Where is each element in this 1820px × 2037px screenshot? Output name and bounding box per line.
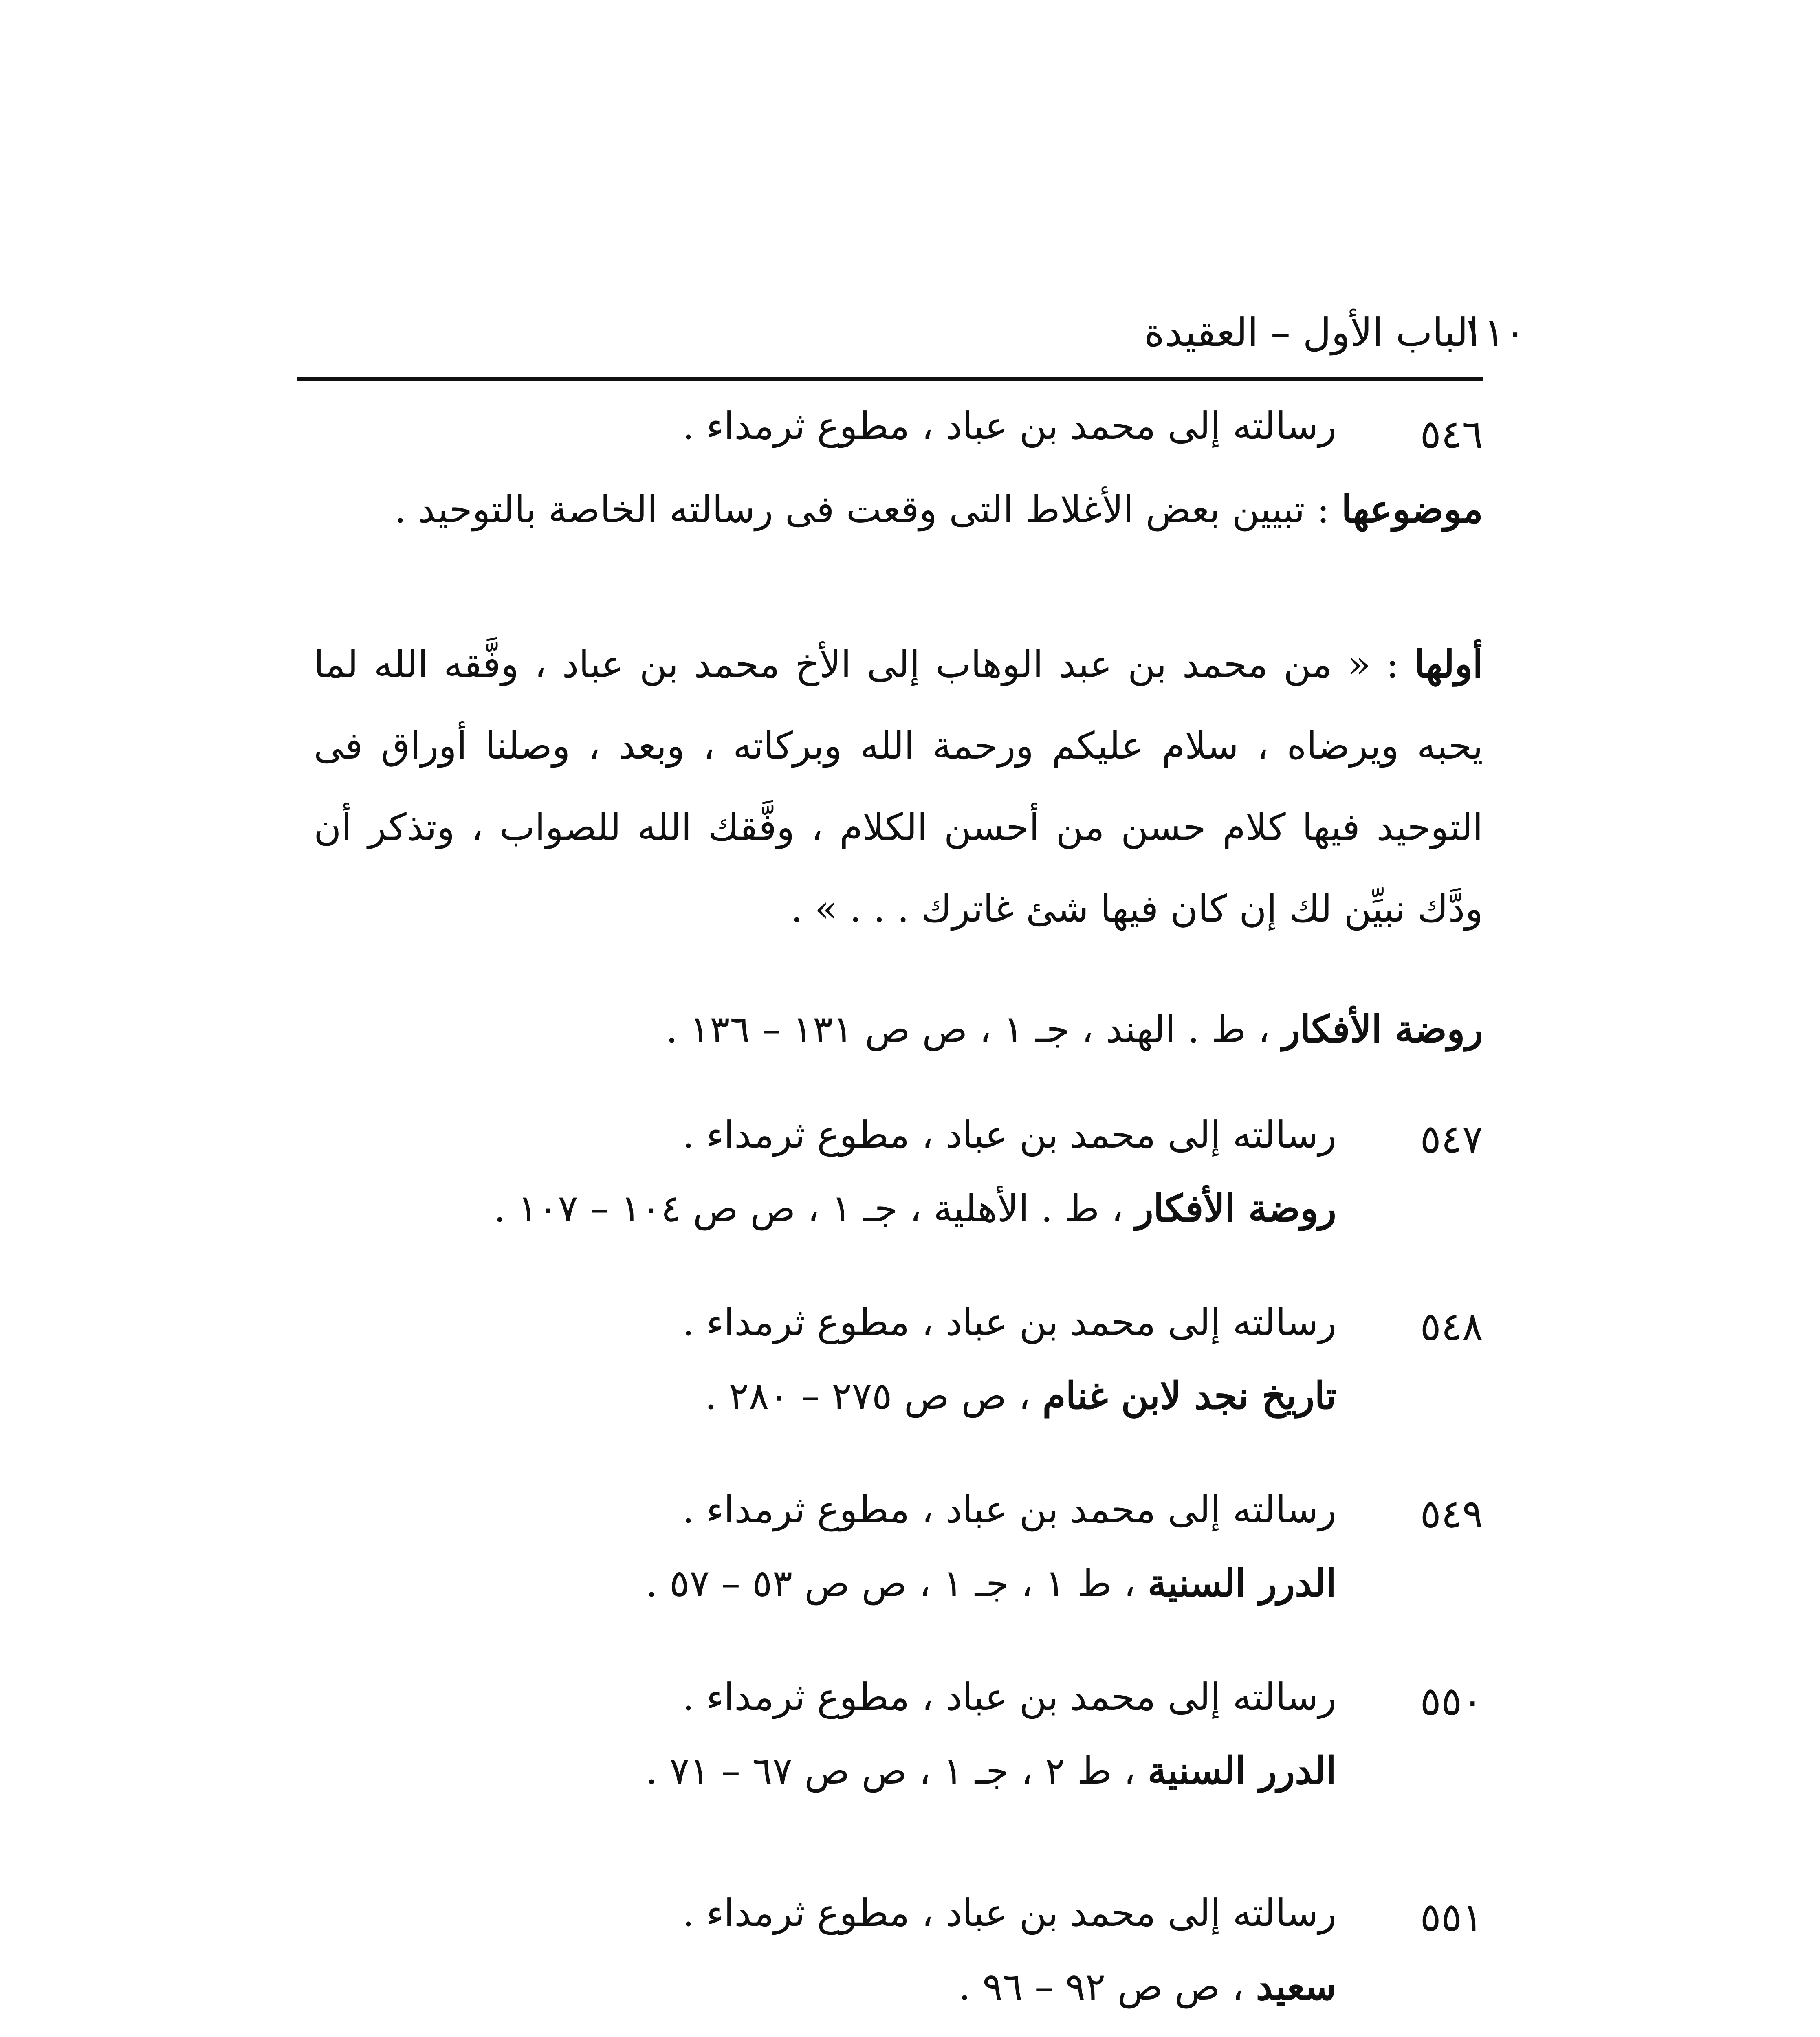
source-title: سعيد: [1256, 1964, 1336, 2008]
source-title: تاريخ نجد لابن غنام: [1042, 1374, 1336, 1418]
source-title: الدرر السنية: [1147, 1561, 1336, 1605]
letter-title: رسالته إلى محمد بن عباد ، مطوع ثرمداء .: [682, 1113, 1336, 1157]
header-rule: [297, 377, 1483, 381]
page-number: ١١٠: [1463, 310, 1526, 355]
topic-text: : تبيين بعض الأغلاط التى وقعت فى رسالته الخاصة بالتوحيد .: [394, 488, 1342, 531]
entry-number: ٥٥١: [1420, 1894, 1483, 1940]
page-header: [297, 310, 1526, 371]
topic-paragraph: [314, 469, 1483, 631]
entry-548: [314, 1300, 1483, 1434]
source-details: ، ص ص ٩٢ – ٩٦ .: [958, 1965, 1256, 2008]
letter-title: رسالته إلى محمد بن عباد ، مطوع ثرمداء .: [682, 1675, 1336, 1719]
entry-551: [314, 1891, 1483, 2025]
opening-paragraph: [314, 623, 1483, 1031]
source-details: ، ط ١ ، جـ ١ ، ص ص ٥٣ – ٥٧ .: [645, 1562, 1148, 1605]
source-citation: [494, 1186, 1336, 1230]
source-details: ، ص ص ٢٧٥ – ٢٨٠ .: [704, 1374, 1043, 1418]
source-citation: [645, 1561, 1336, 1605]
entry-number: ٥٤٩: [1420, 1491, 1483, 1537]
source-details: ، ط . الأهلية ، جـ ١ ، ص ص ١٠٤ – ١٠٧ .: [494, 1187, 1136, 1230]
source-citation: [704, 1374, 1336, 1418]
opening-text: : « من محمد بن عبد الوهاب إلى الأخ محمد بن عباد ، وفَّقه الله لما يحبه ويرضاه ، سلام عليكم ورحمة الله وبركاته ، وبعد ، وصلنا أوراق فى التوحيد فيها كلام حسن من أحسن الكلام ، وفَّقك الله للصواب ، وتذكر أن ودَّك نبيِّن لك إن كان فيها شئ غاترك . . . » .: [314, 642, 1483, 931]
entry-546: [314, 404, 1483, 1059]
source-details: ، ط . الهند ، جـ ١ ، ص ص ١٣١ – ١٣٦ .: [666, 1008, 1282, 1051]
source-title: روضة الأفكار: [1135, 1186, 1336, 1230]
source-citation: [666, 1007, 1483, 1051]
opening-label: أولها: [1414, 642, 1483, 686]
entry-number: ٥٤٧: [1420, 1116, 1483, 1162]
entry-549: [314, 1488, 1483, 1621]
letter-title: رسالته إلى محمد بن عباد ، مطوع ثرمداء .: [682, 1488, 1336, 1531]
source-citation: [645, 1749, 1336, 1793]
entry-number: ٥٤٦: [1420, 411, 1483, 457]
running-title: الباب الأول – العقيدة: [1144, 310, 1479, 355]
letter-title: رسالته إلى محمد بن عباد ، مطوع ثرمداء .: [682, 1891, 1336, 1935]
entry-number: ٥٤٨: [1420, 1304, 1483, 1349]
letter-title: رسالته إلى محمد بن عباد ، مطوع ثرمداء .: [682, 404, 1336, 448]
entry-547: [314, 1113, 1483, 1247]
entry-550: [314, 1675, 1483, 1809]
source-title: الدرر السنية: [1147, 1749, 1336, 1793]
topic-label: موضوعها: [1341, 487, 1483, 531]
entry-number: ٥٥٠: [1420, 1678, 1483, 1724]
source-details: ، ط ٢ ، جـ ١ ، ص ص ٦٧ – ٧١ .: [645, 1749, 1148, 1793]
source-citation: [958, 1964, 1336, 2008]
source-title: روضة الأفكار: [1282, 1007, 1483, 1051]
letter-title: رسالته إلى محمد بن عباد ، مطوع ثرمداء .: [682, 1300, 1336, 1344]
